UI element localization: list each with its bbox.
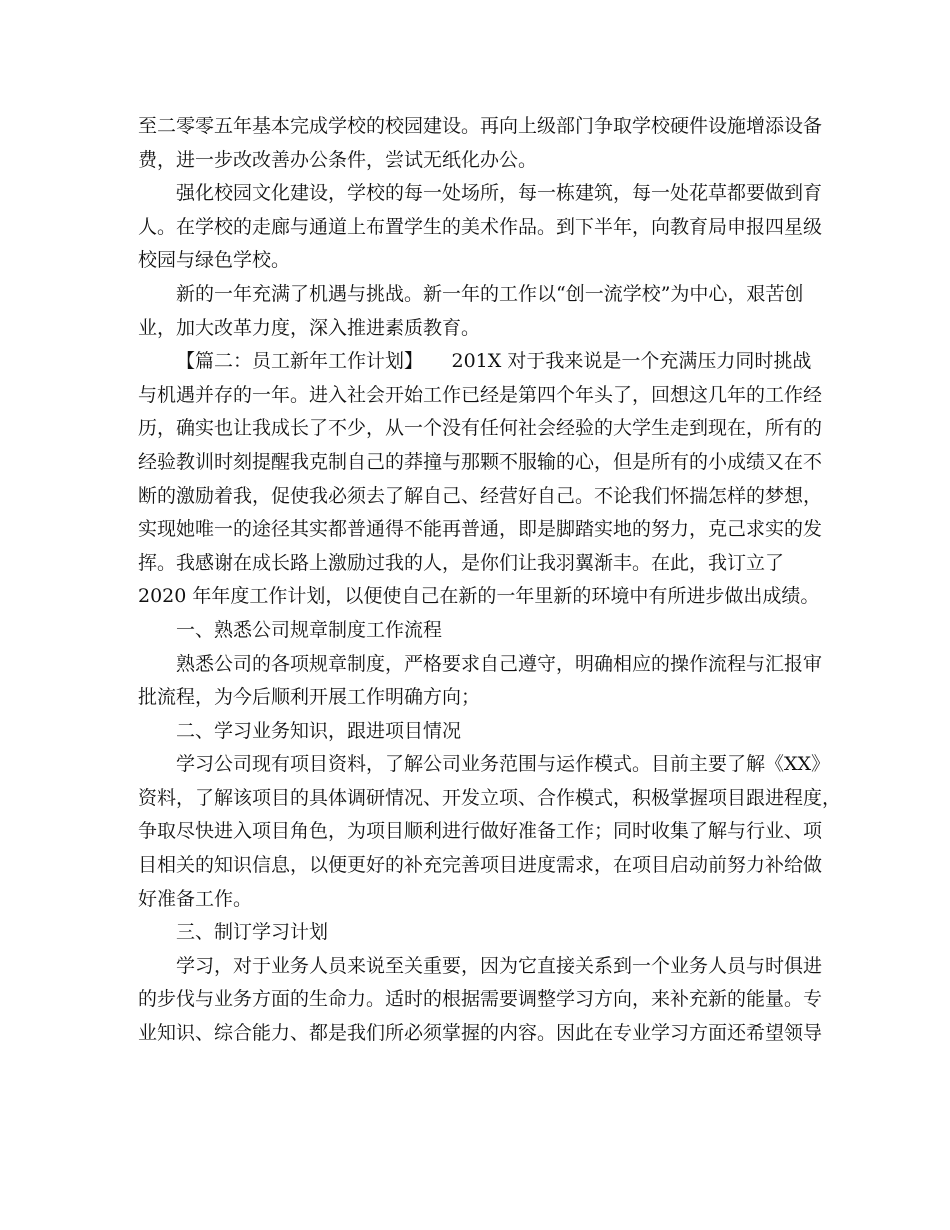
- text-line: 人。在学校的走廊与通道上布置学生的美术作品。到下半年，向教育局申报四星级: [138, 215, 823, 238]
- text-line: 业知识、综合能力、都是我们所必须掌握的内容。因此在专业学习方面还希望领导: [138, 1022, 823, 1045]
- text-line: 批流程，为今后顺利开展工作明确方向；: [138, 686, 481, 709]
- text-line: 三、制订学习计划: [176, 921, 329, 944]
- document-page: [138, 110, 842, 1051]
- text-line: 业，加大改革力度，深入推进素质教育。: [138, 316, 481, 339]
- text-line: 与机遇并存的一年。进入社会开始工作已经是第四个年头了，回想这几年的工作经: [138, 383, 823, 406]
- text-line: 资料，了解该项目的具体调研情况、开发立项、合作模式，积极掌握项目跟进程度，: [138, 786, 842, 809]
- text-line: 好准备工作。: [138, 887, 253, 910]
- text-line: 【篇二：员工新年工作计划】 201X 对于我来说是一个充满压力同时挑战: [176, 350, 812, 373]
- text-line: 二、学习业务知识，跟进项目情况: [176, 719, 462, 742]
- text-line: 至二零零五年基本完成学校的校园建设。再向上级部门争取学校硬件设施增添设备: [138, 115, 823, 137]
- text-line: 费，进一步改改善办公条件，尝试无纸化办公。: [138, 148, 538, 171]
- text-line: 断的激励着我，促使我必须去了解自己、经营好自己。不论我们怀揣怎样的梦想，: [138, 484, 823, 507]
- text-line: 目相关的知识信息，以便更好的补充完善项目进度需求，在项目启动前努力补给做: [138, 854, 823, 877]
- text-line: 熟悉公司的各项规章制度，严格要求自己遵守，明确相应的操作流程与汇报审: [176, 652, 823, 675]
- text-line: 新的一年充满了机遇与挑战。新一年的工作以“创一流学校”为中心，艰苦创: [176, 282, 804, 305]
- text-line: 实现她唯一的途径其实都普通得不能再普通，即是脚踏实地的努力，克己求实的发: [138, 518, 823, 541]
- text-line: 争取尽快进入项目角色，为项目顺利进行做好准备工作；同时收集了解与行业、项: [138, 820, 823, 843]
- text-line: 一、熟悉公司规章制度工作流程: [176, 618, 443, 641]
- text-line: 学习公司现有项目资料，了解公司业务范围与运作模式。目前主要了解《XX》: [176, 753, 831, 776]
- text-line: 经验教训时刻提醒我克制自己的莽撞与那颗不服输的心，但是所有的小成绩又在不: [138, 450, 823, 473]
- text-line: 学习，对于业务人员来说至关重要，因为它直接关系到一个业务人员与时俱进: [176, 954, 823, 977]
- text-line: 历，确实也让我成长了不少，从一个没有任何社会经验的大学生走到现在，所有的: [138, 417, 823, 440]
- text-line: 2020 年年度工作计划，以便使自己在新的一年里新的环境中有所进步做出成绩。: [138, 585, 820, 608]
- text-line: 校园与绿色学校。: [138, 249, 291, 272]
- text-line: 强化校园文化建设，学校的每一处场所，每一栋建筑，每一处花草都要做到育: [176, 182, 823, 205]
- text-line: 的步伐与业务方面的生命力。适时的根据需要调整学习方向，来补充新的能量。专: [138, 988, 823, 1011]
- text-line: 挥。我感谢在成长路上激励过我的人，是你们让我羽翼渐丰。在此，我订立了: [138, 551, 785, 574]
